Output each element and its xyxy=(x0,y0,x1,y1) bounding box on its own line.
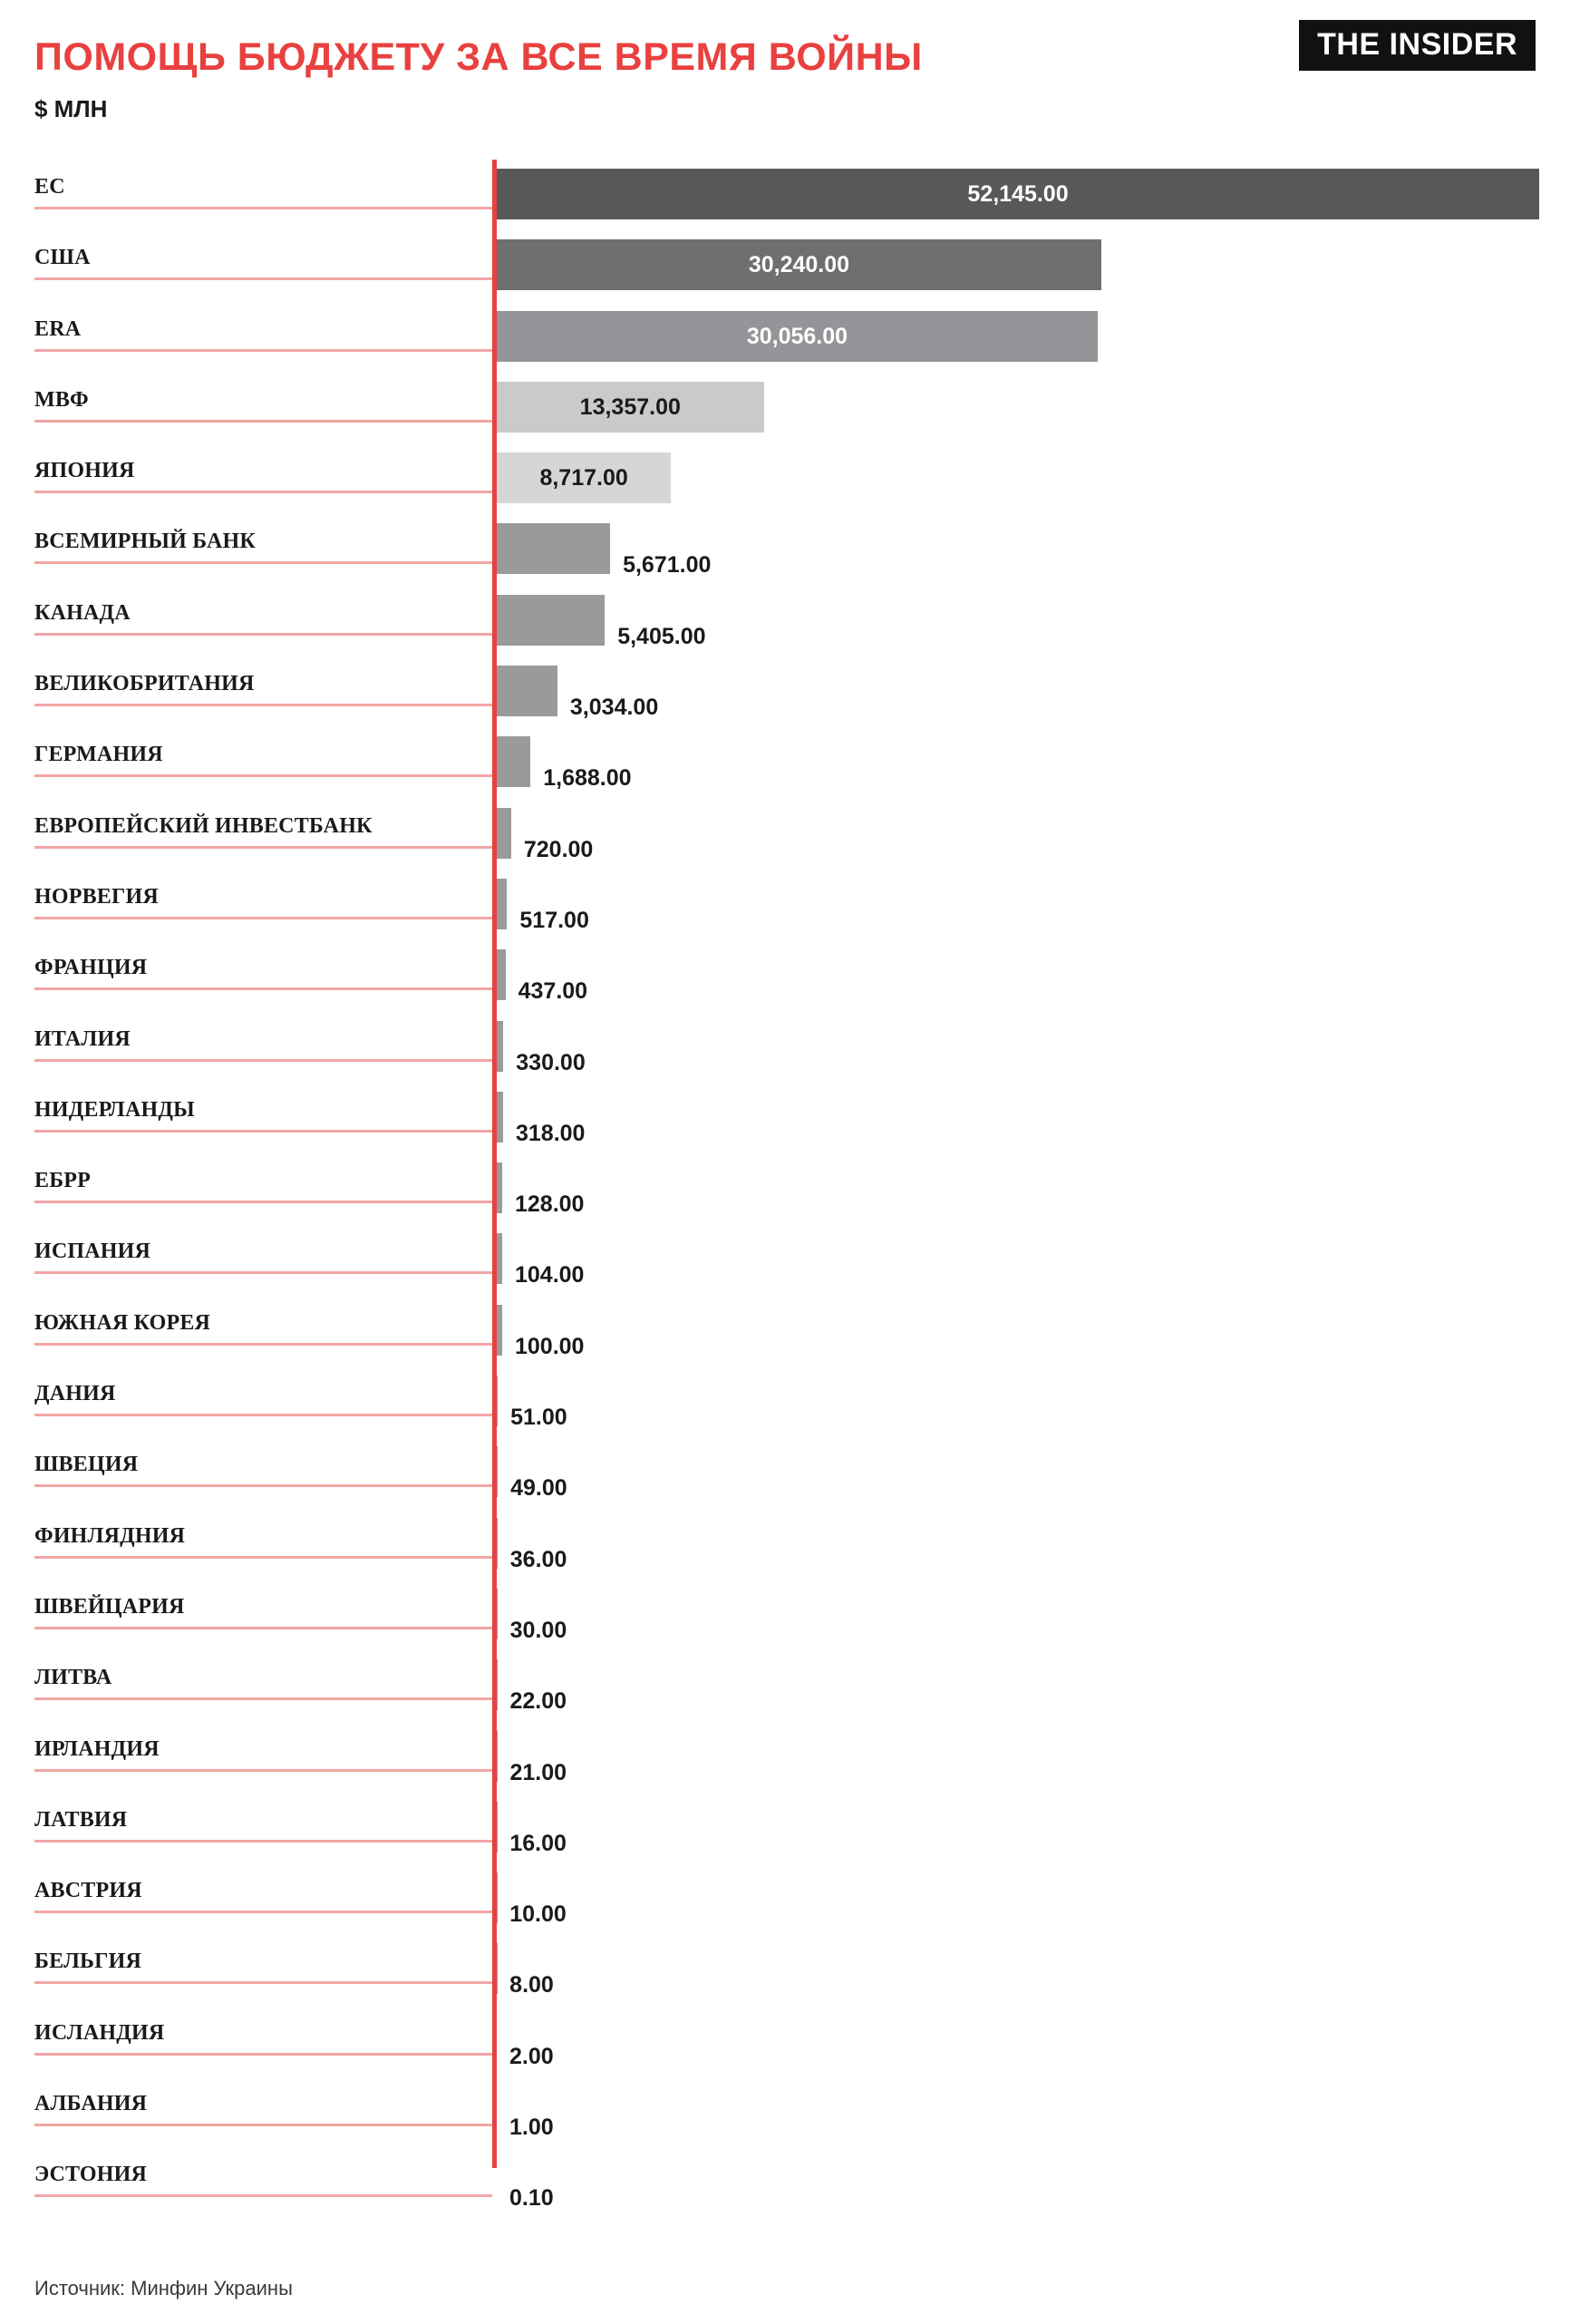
bar-value-label: 330.00 xyxy=(516,1049,586,1075)
bar xyxy=(497,1233,502,1284)
row-divider xyxy=(34,1414,492,1416)
bar-row xyxy=(34,1863,1536,1934)
row-divider xyxy=(34,1911,492,1913)
bar-value-label: 51.00 xyxy=(510,1405,567,1431)
bar-category-label: ВСЕМИРНЫЙ БАНК xyxy=(34,530,256,554)
row-divider xyxy=(34,1130,492,1133)
bar-row xyxy=(34,1509,1536,1580)
bar-area xyxy=(497,1233,1536,1288)
row-divider xyxy=(34,2053,492,2056)
bar xyxy=(497,736,530,787)
bar-rows xyxy=(34,160,1536,2219)
bar-category-label: АВСТРИЯ xyxy=(34,1879,142,1903)
bar-category-label: МВФ xyxy=(34,387,89,412)
bar-category-label: ВЕЛИКОБРИТАНИЯ xyxy=(34,672,255,696)
bar-row xyxy=(34,1012,1536,1083)
bar xyxy=(497,595,605,646)
bar-row xyxy=(34,799,1536,870)
bar-area xyxy=(497,1092,1536,1146)
bar xyxy=(497,1092,503,1143)
page-title: ПОМОЩЬ БЮДЖЕТУ ЗА ВСЕ ВРЕМЯ ВОЙНЫ xyxy=(34,35,923,79)
bar-category-label: НИДЕРЛАНДЫ xyxy=(34,1097,195,1122)
bar-category-label: АЛБАНИЯ xyxy=(34,2092,148,2116)
bar-area xyxy=(497,2156,1536,2212)
bar-row xyxy=(34,940,1536,1011)
row-divider xyxy=(34,1627,492,1629)
row-divider xyxy=(34,2194,492,2197)
publisher-logo: THE INSIDER xyxy=(1299,20,1536,71)
bar-area xyxy=(497,523,1536,579)
bar-value-label: 21.00 xyxy=(509,1759,567,1785)
bar-chart xyxy=(34,160,1536,2212)
row-divider xyxy=(34,1556,492,1559)
bar-category-label: ШВЕЙЦАРИЯ xyxy=(34,1594,185,1619)
bar-area xyxy=(497,452,1536,503)
row-divider xyxy=(34,491,492,493)
bar-value-label: 2.00 xyxy=(509,2043,554,2069)
bar-row xyxy=(34,1934,1536,2005)
bar xyxy=(497,1162,502,1213)
bar-row xyxy=(34,1366,1536,1437)
bar-area xyxy=(497,595,1536,649)
bar-value-label: 5,671.00 xyxy=(623,552,712,579)
bar xyxy=(497,1021,503,1072)
row-divider xyxy=(34,917,492,919)
bar-category-label: ЯПОНИЯ xyxy=(34,459,135,483)
row-divider xyxy=(34,1059,492,1062)
bar-value-label: 8.00 xyxy=(509,1972,554,1998)
bar-area xyxy=(497,1589,1536,1643)
bar-category-label: ЕС xyxy=(34,175,65,199)
row-divider xyxy=(34,1201,492,1203)
bar xyxy=(497,1305,502,1356)
bar-value-label: 3,034.00 xyxy=(569,695,659,721)
row-divider xyxy=(34,1484,492,1487)
bar-area xyxy=(497,2086,1536,2141)
bar xyxy=(497,1446,498,1497)
bar-value-label: 22.00 xyxy=(509,1688,567,1715)
bar-value-label: 1,688.00 xyxy=(543,765,632,792)
row-divider xyxy=(34,1271,492,1274)
bar-category-label: ЭСТОНИЯ xyxy=(34,2163,148,2187)
bar-value-label: 517.00 xyxy=(519,907,589,933)
row-divider xyxy=(34,1697,492,1700)
bar-area xyxy=(497,736,1536,792)
bar-value-label: 30.00 xyxy=(509,1617,567,1643)
bar xyxy=(497,1518,498,1569)
row-divider xyxy=(34,420,492,423)
bar xyxy=(497,523,610,574)
bar-category-label: НОРВЕГИЯ xyxy=(34,884,159,909)
row-divider xyxy=(34,277,492,280)
row-divider xyxy=(34,1840,492,1843)
row-divider xyxy=(34,1769,492,1772)
bar-area xyxy=(497,239,1536,290)
bar-category-label: БЕЛЬГИЯ xyxy=(34,1950,141,1974)
bar-area xyxy=(497,1872,1536,1928)
row-divider xyxy=(34,704,492,706)
bar xyxy=(497,808,511,859)
bar-row xyxy=(34,1224,1536,1295)
bar-row xyxy=(34,1153,1536,1224)
bar-category-label: ШВЕЦИЯ xyxy=(34,1453,139,1477)
bar-row xyxy=(34,1296,1536,1366)
row-divider xyxy=(34,774,492,777)
bar-area xyxy=(497,808,1536,862)
bar-area xyxy=(497,2015,1536,2069)
source-note: Источник: Минфин Украины xyxy=(34,2277,293,2300)
units-subtitle: $ МЛН xyxy=(34,95,108,123)
bar-area xyxy=(497,666,1536,721)
bar-category-label: США xyxy=(34,246,91,270)
bar-category-label: КАНАДА xyxy=(34,600,131,625)
bar-row xyxy=(34,1793,1536,1863)
bar-category-label: ЮЖНАЯ КОРЕЯ xyxy=(34,1310,211,1335)
bar-value-label: 318.00 xyxy=(516,1120,586,1146)
bar-value-label: 16.00 xyxy=(509,1830,567,1856)
bar-value-label: 5,405.00 xyxy=(617,623,706,649)
bar-value-label: 30,056.00 xyxy=(746,323,848,349)
bar-value-label: 720.00 xyxy=(523,836,594,862)
bar xyxy=(497,949,506,1000)
bar-row xyxy=(34,2006,1536,2076)
bar-row xyxy=(34,727,1536,798)
bar-value-label: 0.10 xyxy=(509,2185,554,2212)
bar-category-label: ИТАЛИЯ xyxy=(34,1026,131,1051)
bar-row xyxy=(34,870,1536,940)
bar-row xyxy=(34,1437,1536,1508)
bar-area xyxy=(497,1021,1536,1075)
bar-row xyxy=(34,1722,1536,1793)
bar xyxy=(497,666,557,716)
bar-value-label: 437.00 xyxy=(518,978,588,1005)
bar-area xyxy=(497,1659,1536,1715)
bar-row xyxy=(34,1580,1536,1650)
bar xyxy=(497,1376,498,1426)
bar-category-label: ФИНЛЯДНИЯ xyxy=(34,1523,186,1548)
bar-row xyxy=(34,656,1536,727)
bar-value-label: 128.00 xyxy=(515,1191,585,1218)
bar-area xyxy=(497,382,1536,433)
bar-area xyxy=(497,949,1536,1005)
bar-row xyxy=(34,1650,1536,1721)
row-divider xyxy=(34,987,492,990)
bar-row xyxy=(34,586,1536,656)
row-divider xyxy=(34,207,492,209)
bar-row xyxy=(34,230,1536,301)
bar xyxy=(497,1589,498,1639)
bar-category-label: ИРЛАНДИЯ xyxy=(34,1736,160,1761)
bar-row xyxy=(34,1083,1536,1153)
bar-area xyxy=(497,879,1536,933)
bar-category-label: ERA xyxy=(34,316,82,341)
bar-row xyxy=(34,443,1536,514)
bar-category-label: ФРАНЦИЯ xyxy=(34,956,148,980)
bar xyxy=(497,879,507,929)
bar-area xyxy=(497,1802,1536,1856)
bar-area xyxy=(497,1731,1536,1785)
bar-area xyxy=(497,1305,1536,1359)
bar-category-label: ИСЛАНДИЯ xyxy=(34,2020,165,2045)
bar-category-label: ГЕРМАНИЯ xyxy=(34,743,163,767)
bar-category-label: ЕБРР xyxy=(34,1169,91,1193)
row-divider xyxy=(34,349,492,352)
bar-value-label: 13,357.00 xyxy=(579,394,681,420)
bar-area xyxy=(497,1376,1536,1431)
bar-value-label: 30,240.00 xyxy=(748,252,850,278)
bar-value-label: 100.00 xyxy=(515,1333,585,1359)
bar-value-label: 49.00 xyxy=(510,1475,567,1502)
row-divider xyxy=(34,1343,492,1346)
bar-row xyxy=(34,2147,1536,2218)
bar-area xyxy=(497,1518,1536,1572)
bar-area xyxy=(497,1943,1536,1998)
row-divider xyxy=(34,2124,492,2126)
bar-value-label: 1.00 xyxy=(509,2115,554,2141)
header xyxy=(34,0,1536,136)
row-divider xyxy=(34,633,492,636)
bar-value-label: 52,145.00 xyxy=(967,181,1069,207)
bar-row xyxy=(34,2076,1536,2147)
bar-area xyxy=(497,1162,1536,1218)
bar-value-label: 104.00 xyxy=(515,1262,585,1288)
bar-category-label: ЛИТВА xyxy=(34,1666,112,1690)
bar-row xyxy=(34,160,1536,230)
bar-value-label: 10.00 xyxy=(509,1901,567,1928)
row-divider xyxy=(34,846,492,849)
bar-value-label: 8,717.00 xyxy=(539,465,628,491)
bar-row xyxy=(34,514,1536,585)
row-divider xyxy=(34,561,492,564)
bar-row xyxy=(34,373,1536,443)
bar-row xyxy=(34,302,1536,373)
row-divider xyxy=(34,1981,492,1984)
bar-category-label: ДАНИЯ xyxy=(34,1382,116,1406)
bar-value-label: 36.00 xyxy=(509,1546,567,1572)
bar-category-label: ИСПАНИЯ xyxy=(34,1240,151,1264)
bar-category-label: ЕВРОПЕЙСКИЙ ИНВЕСТБАНК xyxy=(34,813,373,838)
bar-area xyxy=(497,311,1536,362)
bar-area xyxy=(497,1446,1536,1502)
bar-category-label: ЛАТВИЯ xyxy=(34,1807,128,1832)
bar-area xyxy=(497,169,1536,219)
